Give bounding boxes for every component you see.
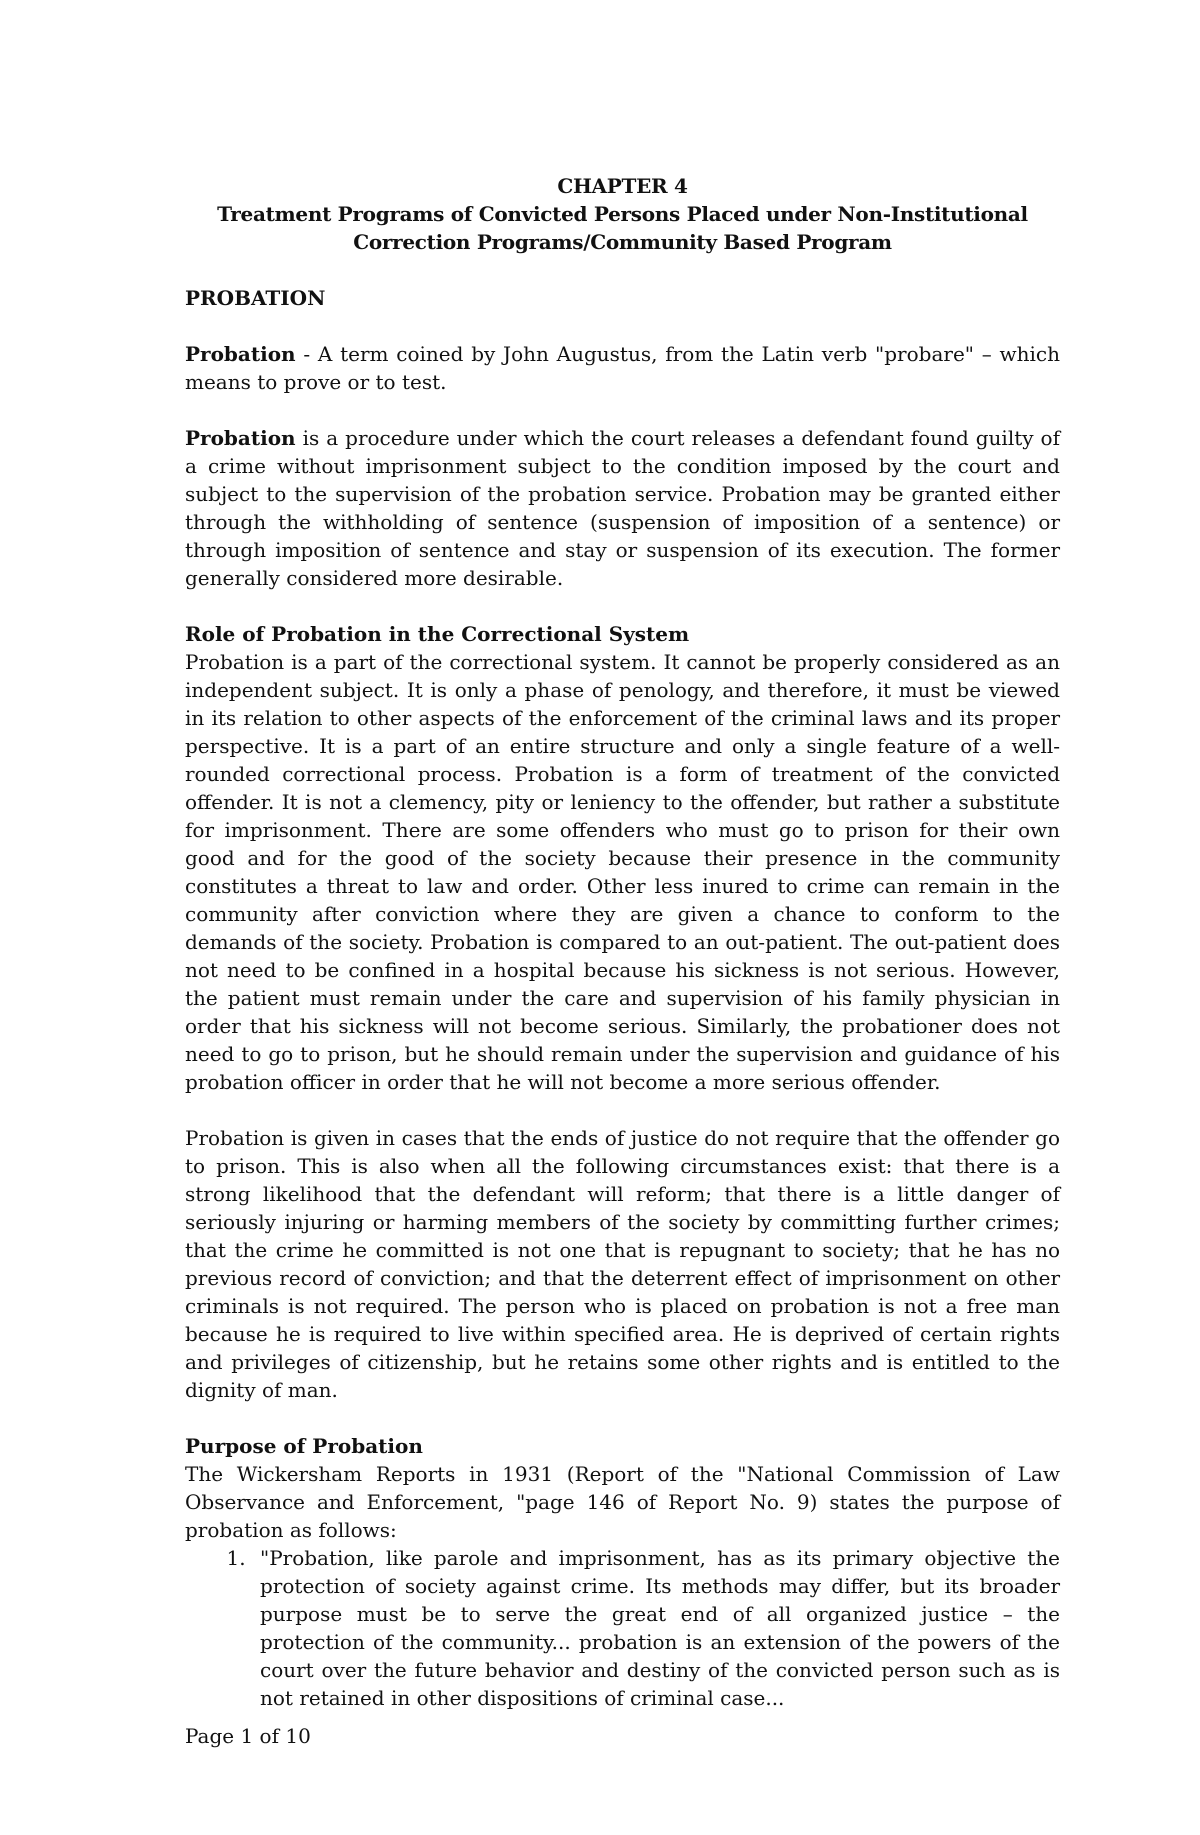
- role-heading: Role of Probation in the Correctional System: [185, 622, 690, 646]
- procedure-term: Probation: [185, 426, 296, 450]
- circumstances-paragraph: Probation is given in cases that the ends of justice do not require that the offender go to prison. This is also when all the following circumstances exist: that there is a strong likelihood that the defendant will reform; that there is a little danger of seriously injuring or harming members of the society by committing further crimes; that the crime he committed is not one that is repugnant to society; that he has no previous record of conviction; and that the deterrent effect of imprisonment on other criminals is not required. The person who is placed on probation is not a free man because he is required to live within specified area. He is deprived of certain rights and privileges of citizenship, but he retains some other rights and is entitled to the dignity of man.: [185, 1126, 1060, 1402]
- definition-text: - A term coined by John Augustus, from the Latin verb "probare" – which means to prove or to test.: [185, 342, 1060, 394]
- chapter-header: [185, 172, 1060, 256]
- section-title: PROBATION: [185, 286, 326, 310]
- purpose-intro: The Wickersham Reports in 1931 (Report of the "National Commission of Law Observance and Enforcement, "page 146 of Report No. 9) states the purpose of probation as follows:: [185, 1462, 1060, 1542]
- document-body: [185, 172, 1060, 1712]
- purpose-list-item: 1. "Probation, like parole and imprisonment, has as its primary objective the protection of society against crime. Its methods may differ, but its broader purpose must be to serve the great end of all organized justice – the protection of the community... probation is an extension of the powers of the court over the future behavior and destiny of the convicted person such as is not retained in other dispositions of criminal case...: [252, 1544, 1060, 1712]
- definition-paragraph: [185, 340, 1060, 396]
- procedure-text: is a procedure under which the court releases a defendant found guilty of a crime without imprisonment subject to the condition imposed by the court and subject to the supervision of the probation service. Probation may be granted either through the withholding of sentence (suspension of imposition of a sentence) or through imposition of sentence and stay or suspension of its execution. The former generally considered more desirable.: [185, 426, 1060, 590]
- definition-term: Probation: [185, 342, 296, 366]
- chapter-title-line-1: Treatment Programs of Convicted Persons Placed under Non-Institutional: [217, 202, 1028, 226]
- role-paragraph: Probation is a part of the correctional system. It cannot be properly considered as an independent subject. It is only a phase of penology, and therefore, it must be viewed in its relation to other aspects of the enforcement of the criminal laws and its proper perspective. It is a part of an entire structure and only a single feature of a well-rounded correctional process. Probation is a form of treatment of the convicted offender. It is not a clemency, pity or leniency to the offender, but rather a substitute for imprisonment. There are some offenders who must go to prison for their own good and for the good of the society because their presence in the community constitutes a threat to law and order. Other less inured to crime can remain in the community after conviction where they are given a chance to conform to the demands of the society. Probation is compared to an out-patient. The out-patient does not need to be confined in a hospital because his sickness is not serious. However, the patient must remain under the care and supervision of his family physician in order that his sickness will not become serious. Similarly, the probationer does not need to go to prison, but he should remain under the supervision and guidance of his probation officer in order that he will not become a more serious offender.: [185, 650, 1060, 1094]
- chapter-number: CHAPTER 4: [557, 174, 688, 198]
- purpose-list: [185, 1544, 1060, 1712]
- procedure-paragraph: [185, 424, 1060, 592]
- page-number: Page 1 of 10: [185, 1724, 311, 1748]
- purpose-heading: Purpose of Probation: [185, 1434, 423, 1458]
- chapter-title-line-2: Correction Programs/Community Based Program: [353, 230, 892, 254]
